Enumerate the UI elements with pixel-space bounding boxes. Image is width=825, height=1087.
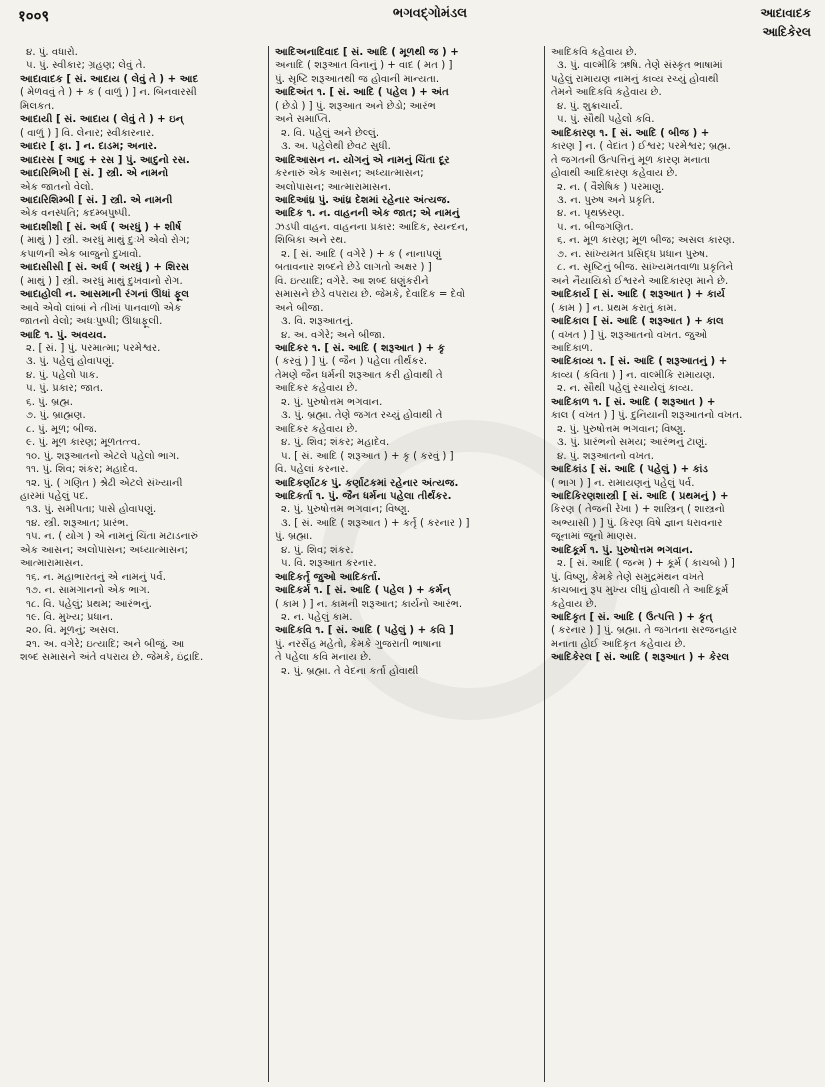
entry-line: શિબિકા અને રથ. (275, 235, 347, 247)
entry-line: ( મેળવવું તે ) + ક ( વાળું ) ] ન. બિનવારસી (20, 87, 197, 99)
entry-line: અભ્યાસી ) ] પું. કિરણ વિષે જ્ઞાન ધરાવનાર (551, 517, 723, 529)
sense-line: ૩. પું. પહેલું હોવાપણું. (26, 356, 115, 368)
sense-line: ૩. પું. પ્રારંભનો સમય; આરંભનું ટાણું. (557, 437, 708, 449)
sense-line: ૫. [ સં. આદિ ( શરૂઆત ) + કૃ ( કરવું ) ] (281, 450, 454, 462)
sense-line: ૩. પું. વાલ્મીકિ ઋષિ. તેણે સંસ્કૃત ભાષામાં (557, 60, 723, 72)
headword-entry-line: આદિકવિ ૧. [ સં. આદિ ( પહેલું ) + કવિ ] (275, 625, 454, 637)
page-header (0, 0, 825, 46)
entry-line: કપાળની એક બાજુનો દુખાવો. (20, 248, 142, 260)
entry-line: હારમાં પહેલું પદ. (20, 490, 89, 502)
entry-line: ( કામ ) ] ન. કામની શરૂઆત; કાર્યનો આરંભ. (275, 598, 463, 610)
sense-line: ૪. પું. શરૂઆતનો વખત. (557, 450, 654, 462)
sense-line: ૨૦. વિ. મૂળનું; અસલ. (26, 625, 120, 637)
sense-line: ૫. ન. બીજગણિત. (557, 221, 634, 233)
sense-line: ૧૪. સ્ત્રી. શરૂઆત; પ્રારંભ. (26, 517, 129, 529)
entry-line: આદિકવિ કહેવાય છે. (551, 47, 638, 58)
entry-line: ( કામ ) ] ન. પ્રથમ કરાતું કામ. (551, 302, 677, 314)
sense-line: ૪. પું. શુક્રાચાર્ય. (557, 100, 623, 112)
headword-entry-line: આદિઆંધ્ર પું. આંધ્ર દેશમાં રહેનાર અંત્યજ. (275, 194, 451, 206)
entry-line: અનાદિ ( શરૂઆત વિનાનું ) + વાદ ( મત ) ] (275, 60, 453, 72)
entry-line: અને નૈયાયિકો ઈશ્વરને આદિકારણ માને છે. (551, 275, 729, 287)
sense-line: ૨. [ સં. આદિ ( જન્મ ) + કૂર્મ ( કાચબો ) ] (557, 558, 735, 570)
entry-line: એક વનસ્પતિ; કદમ્બપુષ્પી. (20, 208, 131, 220)
sense-line: ૩. ન. પુરુષ અને પ્રકૃતિ. (557, 194, 656, 206)
entry-line: આદિકાળ. (551, 342, 593, 354)
headword-entry-line: આદિકાર્ય [ સં. આદિ ( શરૂઆત ) + કાર્ય (551, 289, 725, 301)
sense-line: ૩. વિ. શરૂઆતનું. (281, 316, 354, 328)
headword-entry-line: આદિકર્મ ૧. [ સં. આદિ ( પહેલ ) + કર્મન્ (275, 585, 451, 597)
sense-line: ૨. ન. ( વૈશેષિક ) પરમાણુ. (557, 181, 665, 193)
entry-line: અને સમાપ્તિ. (275, 114, 332, 126)
guide-word-first: આદાવાદક (760, 6, 811, 20)
entry-line: કાવ્ય ( કવિતા ) ] ન. વાલ્મીકિ રામાયણ. (551, 369, 716, 381)
sense-line: ૧૦. પું. શરૂઆતનો એટલે પહેલો ભાગ. (26, 450, 180, 462)
entry-line: કાલ ( વખત ) ] પું. દુનિયાની શરૂઆતનો વખત. (551, 410, 743, 422)
headword-entry-line: આદિકર્તા ૧. પું. જૈન ધર્મના પહેલા તીર્થંકર. (275, 490, 452, 502)
sense-line: ૮. ન. સૃષ્ટિનું બીજ. સાંખ્યમતવાળા પ્રકૃતિને (557, 262, 734, 274)
sense-line: ૨. [ સં. ] પું. પરમાત્મા; પરમેશ્વર. (26, 342, 161, 354)
entry-line: હોવાથી આદિકારણ કહેવાય છે. (551, 168, 678, 180)
sense-line: ૪. પું. શિવ; શંકર. (281, 544, 354, 556)
sense-line: ૧૫. ન. ( યોગ ) એ નામનું ચિંતા મટાડનારું (26, 531, 199, 543)
entry-line: આદિકર કહેવાય છે. (275, 423, 358, 435)
entry-line: અલોપાસન; આત્મારામાસન. (275, 181, 392, 193)
entry-line: ( વખત ) ] પું. શરૂઆતનો વખત. જુઓ (551, 329, 708, 341)
book-title: ભગવદ્ગોમંડલ (392, 6, 468, 21)
sense-line: ૪. ન. પૃથક્કરણ. (557, 208, 625, 220)
headword-entry-line: આદિઅનાદિવાદ [ સં. આદિ ( મૂળથી જ ) + (275, 47, 459, 58)
sense-line: ૭. પું. બ્રાહ્મણ. (26, 410, 86, 422)
headword-entry-line: આદારિભિખી [ સં. ] સ્ત્રી. એ નામનો (20, 168, 169, 180)
entry-line: કારણ ] ન. ( વેદાંત ) ઈશ્વર; પરમેશ્વર; બ્રહ્મ. (551, 141, 731, 153)
headword-entry-line: આદાહોલી ન. આસમાની રંગનાં ઊંધાં ફૂલ (20, 289, 190, 301)
sense-line: ૪. પું. વધારો. (26, 47, 78, 58)
sense-line: ૬. ન. મૂળ કારણ; મૂળ બીજ; અસલ કારણ. (557, 235, 735, 247)
column-2 (268, 46, 544, 1082)
sense-line: ૧૭. ન. સામગાનનો એક ભાગ. (26, 585, 150, 597)
headword-entry-line: આદિકાળ ૧. [ સં. આદિ ( શરૂઆત ) + (551, 396, 716, 408)
sense-line: ૨. ન. સૌથી પહેલું રચાયેલું કાવ્ય. (557, 383, 694, 395)
sense-line: ૧૩. પું. સમીપતા; પાસે હોવાપણું. (26, 504, 157, 516)
headword-entry-line: આદારિશિમ્બી [ સં. ] સ્ત્રી. એ નામની (20, 194, 173, 206)
entry-line: તેમણે જૈન ધર્મની શરૂઆત કરી હોવાથી તે (275, 369, 443, 381)
sense-line: ૩. પું. બ્રહ્મા. તેણે જગત રચ્યું હોવાથી તે (281, 410, 443, 422)
sense-line: ૨. [ સં. આદિ ( વગેરે ) + ક ( નાનાપણું (281, 248, 442, 260)
entry-line: ( કરવું ) ] પું. ( જૈન ) પહેલા તીર્થંકર. (275, 356, 428, 368)
entry-line: આદિકર કહેવાય છે. (275, 383, 358, 395)
sense-line: ૪. પું. પહેલો પાક. (26, 369, 99, 381)
entry-line: એક જાતનો વેલો. (20, 181, 94, 193)
entry-line: કરનારું એક આસન; અધ્યાત્માસન; (275, 168, 424, 180)
sense-line: ૨. ન. પહેલું કામ. (281, 612, 353, 624)
headword-entry-line: આદારસ [ આદુ + રસ ] પું. આદુનો રસ. (20, 154, 190, 166)
entry-line: ( માથું ) ] સ્ત્રી. અરધું માથું દુખવાનો રોગ. (20, 275, 183, 287)
headword-entry-line: આદાર [ ફા. ] ન. દાડમ; અનાર. (20, 141, 158, 153)
entry-line: સમાસને છેડે વપરાય છે. જેમકે, દેવાદિક = દેવો (275, 289, 466, 301)
entry-line: એક આસન; અલોપાસન; અધ્યાત્માસન; (20, 544, 189, 556)
sense-line: ૧૨. પું. ( ગણિત ) શ્રેઢી એટલે સંખ્યાની (26, 477, 183, 489)
entry-line: જૂનામાં જૂનો માણસ. (551, 531, 637, 543)
sense-line: ૫. પું. સૌથી પહેલો કવિ. (557, 114, 655, 126)
headword-entry-line: આદિકર્તૃ જુઓ આદિકર્તા. (275, 571, 381, 583)
headword-entry-line: આદાસીસી [ સં. અર્ધ ( અરધું ) + શિરસ (20, 262, 190, 274)
sense-line: ૨. પું. પુરુષોત્તમ ભગવાન. (281, 396, 383, 408)
entry-line: ( કરનાર ) ] પું. બ્રહ્મા. તે જગતના સરજનહાર (551, 625, 738, 637)
headword-entry-line: આદિકારણ ૧. [ સં. આદિ ( બીજ ) + (551, 127, 710, 139)
headword-entry-line: આદિક ૧. ન. વાહનની એક જાત; એ નામનું (275, 208, 460, 220)
entry-line: કાચબાનું રૂપ મુખ્ય લીધું હોવાથી તે આદિકૂર્મ (551, 585, 729, 597)
sense-line: ૪. અ. વગેરે; અને બીજા. (281, 329, 386, 341)
column-1 (14, 46, 268, 1082)
headword-entry-line: આદાયી [ સં. આદાય ( લેવું તે ) + ઇન્ (20, 114, 184, 126)
page-number: १००९ (18, 7, 50, 25)
entry-line: કિરણ ( તેજની રેખા ) + શાસ્ત્રિન્ ( શાસ્ત્રનો (551, 504, 725, 516)
dictionary-columns (14, 46, 819, 1082)
sense-line: ૫. પું. સ્વીકાર; ગ્રહણ; લેવું તે. (26, 60, 146, 72)
headword-entry-line: આદિઆસન ન. યોગનું એ નામનું ચિંતા દૂર (275, 154, 450, 166)
headword-entry-line: આદિકાવ્ય ૧. [ સં. આદિ ( શરૂઆતનું ) + (551, 356, 728, 368)
headword-entry-line: આદિકૃત [ સં. આદિ ( ઉત્પત્તિ ) + કૃત્ (551, 612, 713, 624)
entry-line: ( માથું ) ] સ્ત્રી. અરધું માથું દુઃખે એવો રોગ; (20, 235, 190, 247)
entry-line: વિ. ઇત્યાદિ; વગેરે. આ શબ્દ ઘણુંકરીને (275, 275, 429, 287)
entry-line: બતાવનાર શબ્દને છેડે લાગતો અક્ષર ) ] (275, 262, 432, 274)
sense-line: ૮. પું. મૂળ; બીજ. (26, 423, 97, 435)
entry-line: પું. સૃષ્ટિ શરૂઆતથી જ હોવાની માન્યતા. (275, 73, 440, 85)
sense-line: ૩. [ સં. આદિ ( શરૂઆત ) + કર્તૃ ( કરનાર ) ] (281, 517, 470, 529)
headword-entry-line: આદાવાદક [ સં. આદાય ( લેવું તે ) + આદ (20, 73, 199, 85)
entry-line: જાતનો વેલો; અધઃપુષ્પી; ઊંધાફૂલી. (20, 316, 163, 328)
entry-line: પું. નરસૈંહ મહેતો, કેમકે ગુજરાતી ભાષાના (275, 638, 442, 650)
headword-entry-line: આદિઅંત ૧. [ સં. આદિ ( પહેલ ) + અંત (275, 87, 449, 99)
entry-line: વિ. પહેલાં કરનાર. (275, 464, 349, 476)
entry-line: આવે એવો લાંબાં ને તીખાં પાનવાળો એક (20, 302, 182, 314)
entry-line: પું. બ્રહ્મા. (275, 531, 313, 543)
entry-line: આત્મારામાસન. (20, 558, 84, 570)
entry-line: કહેવાય છે. (551, 598, 597, 610)
headword-entry-line: આદિ ૧. પું. અવયવ. (20, 329, 107, 341)
entry-line: મનાતા હોઈ આદિકૃત કહેવાય છે. (551, 638, 686, 650)
entry-line: તેમને આદિકવિ કહેવાય છે. (551, 87, 662, 99)
sense-line: ૫. પું. પ્રકાર; જાત. (26, 383, 104, 395)
headword-entry-line: આદિકર ૧. [ સં. આદિ ( શરૂઆત ) + કૃ (275, 342, 445, 354)
guide-word-last: આદિકેરલ (762, 25, 811, 39)
sense-line: ૨. પું. પુરુષોત્તમ ભગવાન; વિષ્ણુ. (281, 504, 411, 516)
entry-line: તે પહેલા કવિ મનાય છે. (275, 652, 372, 664)
sense-line: ૭. ન. સાંખ્યમત પ્રસિદ્ધ પ્રધાન પુરુષ. (557, 248, 709, 260)
sense-line: ૯. પું. મૂળ કારણ; મૂળતત્ત્વ. (26, 437, 141, 449)
entry-line: શબ્દ સમાસને અંતે વપરાય છે. જેમકે, ઇંદ્રાદિ. (20, 652, 204, 664)
headword-entry-line: આદિકાંડ [ સં. આદિ ( પહેલું ) + કાંડ (551, 464, 709, 476)
sense-line: ૪. પું. શિવ; શંકર; મહાદેવ. (281, 437, 390, 449)
entry-line: મિલકત. (20, 100, 55, 112)
headword-entry-line: આદિકેરલ [ સં. આદિ ( શરૂઆત ) + કેરલ (551, 652, 730, 664)
entry-line: ( છેડો ) ] પું. શરૂઆત અને છેડો; આરંભ (275, 100, 436, 112)
headword-entry-line: આદિકર્ણાટક પું. કર્ણાટકમાં રહેનાર અંત્યજ. (275, 477, 459, 489)
entry-line: અને બીજા. (275, 302, 324, 314)
sense-line: ૨૧. અ. વગેરે; ઇત્યાદિ; અને બીજું. આ (26, 638, 185, 650)
sense-line: ૩. અ. પહેલેથી છેવટ સુધી. (281, 141, 391, 153)
headword-entry-line: આદિકાલ [ સં. આદિ ( શરૂઆત ) + કાલ (551, 316, 724, 328)
entry-line: ( ભાગ ) ] ન. રામાયણનું પહેલું પર્વ. (551, 477, 695, 489)
sense-line: ૨. પું. પુરુષોત્તમ ભગવાન; વિષ્ણુ. (557, 423, 687, 435)
entry-line: પહેલું રામાયણ નામનું કાવ્ય રચ્યું હોવાથી (551, 73, 719, 85)
sense-line: ૧૮. વિ. પહેલું; પ્રથમ; આરંભનું. (26, 598, 152, 610)
sense-line: ૨. વિ. પહેલું અને છેલ્લું. (281, 127, 380, 139)
entry-line: પું. વિષ્ણુ, કેમકે તેણે સમુદ્રમંથન વખતે (551, 571, 705, 583)
entry-line: ( વાળું ) ] વિ. લેનાર; સ્વીકારનાર. (20, 127, 155, 139)
headword-entry-line: આદાશીશી [ સં. અર્ધ ( અરધું ) + શીર્ષ (20, 221, 182, 233)
headword-entry-line: આદિકિરણશાસ્ત્રી [ સં. આદિ ( પ્રથમનું ) + (551, 490, 729, 502)
headword-entry-line: આદિકૂર્મ ૧. પું. પુરુષોત્તમ ભગવાન. (551, 544, 694, 556)
sense-line: ૬. પું. બ્રહ્મ. (26, 396, 74, 408)
sense-line: ૨. પું. બ્રહ્મા. તે વેદના કર્તા હોવાથી (281, 665, 419, 677)
sense-line: ૧૧. પું. શિવ; શંકર; મહાદેવ. (26, 464, 138, 476)
entry-line: ઝડપી વાહન. વાહનના પ્રકાર: આદિક, સ્યન્દન, (275, 221, 469, 233)
sense-line: ૧૯. વિ. મુખ્ય; પ્રધાન. (26, 612, 114, 624)
entry-line: તે જગતની ઉત્પત્તિનું મૂળ કારણ મનાતા (551, 154, 711, 166)
sense-line: ૧૬. ન. મહાભારતનું એ નામનું પર્વ. (26, 571, 166, 583)
column-3 (544, 46, 819, 1082)
sense-line: ૫. વિ. શરૂઆત કરનાર. (281, 558, 377, 570)
